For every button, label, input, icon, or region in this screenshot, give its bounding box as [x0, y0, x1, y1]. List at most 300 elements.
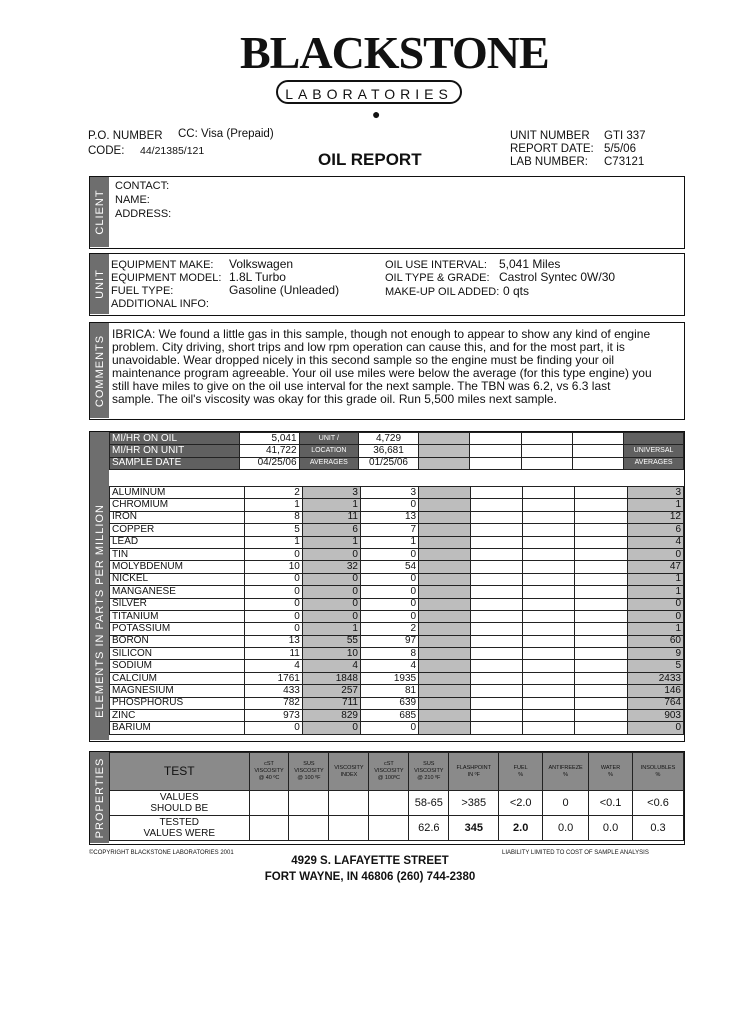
previous-value: 3: [360, 487, 418, 499]
element-name: SILICON: [110, 648, 245, 660]
empty-cell: [419, 499, 471, 511]
empty-cell: [575, 524, 627, 536]
property-value: <2.0: [499, 791, 543, 816]
element-row: [110, 660, 684, 672]
empty-cell: [523, 548, 575, 560]
additional-info-label: ADDITIONAL INFO:: [111, 298, 209, 310]
sample-label: MI/HR ON OIL: [110, 433, 240, 445]
current-value: 0: [244, 722, 302, 734]
empty-cell: [523, 561, 575, 573]
comments-section-label: COMMENTS: [93, 334, 106, 407]
universal-average-value: 0: [627, 610, 683, 622]
comment-line: still have miles to give on the oil use interval for the next sample. The TBN was 6.2, vs 6.3 last: [112, 379, 611, 393]
universal-average-value: 0: [627, 722, 683, 734]
empty-cell: [471, 648, 523, 660]
empty-cell: [471, 660, 523, 672]
property-header-line: SUS: [303, 761, 315, 767]
empty-cell: [523, 697, 575, 709]
empty-cell: [575, 536, 627, 548]
unit-number-value: GTI 337: [604, 130, 646, 142]
empty-cell: [419, 710, 471, 722]
element-row: [110, 511, 684, 523]
property-header-line: cST: [264, 761, 274, 767]
empty-cell: [419, 561, 471, 573]
unit-average-value: 1: [302, 499, 360, 511]
property-header-line: SUS: [423, 761, 435, 767]
property-value: [249, 816, 289, 841]
unit-average-value: 4: [302, 660, 360, 672]
current-value: 973: [244, 710, 302, 722]
property-header-line: @ 100 ºF: [297, 775, 321, 781]
previous-value: 0: [360, 548, 418, 560]
comment-line: unavoidable. Wear dropped nicely in this second sample so the engine must be finding your oil: [112, 353, 615, 367]
row-label: [110, 791, 250, 816]
previous-value: 97: [360, 635, 418, 647]
universal-average-value: 1: [627, 573, 683, 585]
empty-cell: [419, 722, 471, 734]
unit-average-value: 711: [302, 697, 360, 709]
element-row: [110, 610, 684, 622]
empty-cell: [419, 672, 471, 684]
code-label: CODE:: [88, 145, 125, 157]
current-value: 433: [244, 685, 302, 697]
unit-average-value: 1848: [302, 672, 360, 684]
properties-section-label: PROPERTIES: [93, 757, 106, 838]
equipment-make-label: EQUIPMENT MAKE:: [111, 259, 214, 271]
name-label: NAME:: [115, 194, 150, 206]
property-value: [369, 816, 409, 841]
empty-cell: [471, 635, 523, 647]
property-value: 0.0: [589, 816, 633, 841]
sample-label: SAMPLE DATE: [110, 457, 240, 469]
property-header-line: VISCOSITY: [374, 768, 404, 774]
element-name: COPPER: [110, 524, 245, 536]
element-name: NICKEL: [110, 573, 245, 585]
property-header: [499, 753, 543, 791]
unit-average-value: 1: [302, 623, 360, 635]
equipment-model-label: EQUIPMENT MODEL:: [111, 272, 222, 284]
lab-number-label: LAB NUMBER:: [510, 156, 588, 168]
empty-cell: [575, 598, 627, 610]
equipment-model-value: 1.8L Turbo: [229, 270, 286, 284]
empty-cell: [575, 499, 627, 511]
property-header-line: FUEL: [513, 764, 528, 771]
oil-grade-value: Castrol Syntec 0W/30: [499, 270, 616, 284]
property-header-line: IN ºF: [467, 771, 480, 778]
previous-value: 54: [360, 561, 418, 573]
empty-cell: [523, 660, 575, 672]
element-name: PHOSPHORUS: [110, 697, 245, 709]
empty-cell: [471, 598, 523, 610]
universal-average-value: 903: [627, 710, 683, 722]
empty-cell: [419, 487, 471, 499]
empty-cell: [575, 697, 627, 709]
element-row: [110, 635, 684, 647]
property-header-line: INSOLUBLES: [640, 764, 676, 771]
previous-value: 0: [360, 499, 418, 511]
empty-cell: [575, 672, 627, 684]
empty-cell: [523, 722, 575, 734]
property-value: [249, 791, 289, 816]
empty-cell: [523, 610, 575, 622]
element-row: [110, 499, 684, 511]
contact-label: CONTACT:: [115, 180, 170, 192]
property-header-line: @ 100ºC: [377, 775, 400, 781]
empty-cell: [523, 598, 575, 610]
previous-value: 1935: [360, 672, 418, 684]
universal-average-value: 1: [627, 586, 683, 598]
empty-cell: [419, 623, 471, 635]
property-header: [633, 753, 684, 791]
universal-average-value: 0: [627, 598, 683, 610]
property-header-line: @ 40 ºC: [258, 775, 280, 781]
universal-average-value: 1: [627, 623, 683, 635]
property-header: [543, 753, 589, 791]
properties-section: [89, 751, 685, 845]
unit-average-value: 0: [302, 598, 360, 610]
empty-cell: [471, 536, 523, 548]
row-label-line: TESTED: [159, 817, 199, 828]
property-value: 0.0: [543, 816, 589, 841]
element-name: BARIUM: [110, 722, 245, 734]
unit-number-label: UNIT NUMBER: [510, 130, 590, 142]
previous-value: 13: [360, 511, 418, 523]
unit-average-value: 1: [302, 536, 360, 548]
unit-average-value: 0: [302, 722, 360, 734]
row-label: [110, 816, 250, 841]
property-value: [369, 791, 409, 816]
empty-cell: [419, 648, 471, 660]
test-header: TEST: [110, 753, 250, 791]
unit-section: [89, 253, 685, 316]
po-number-value: CC: Visa (Prepaid): [178, 128, 274, 140]
previous-sample-value: 01/25/06: [359, 457, 419, 469]
empty-cell: [575, 586, 627, 598]
element-name: MOLYBDENUM: [110, 561, 245, 573]
current-value: 1: [244, 499, 302, 511]
previous-value: 0: [360, 610, 418, 622]
sample-row: [110, 433, 684, 445]
element-name: CHROMIUM: [110, 499, 245, 511]
property-value: [329, 791, 369, 816]
report-date-value: 5/5/06: [604, 143, 636, 155]
current-value: 5: [244, 524, 302, 536]
comment-line: maintenance program agreeable. Your oil use miles were below the average (for this type engine) you: [112, 366, 652, 380]
universal-average-value: 1: [627, 499, 683, 511]
unit-average-value: 0: [302, 586, 360, 598]
empty-cell: [523, 710, 575, 722]
previous-value: 7: [360, 524, 418, 536]
oil-grade-label: OIL TYPE & GRADE:: [385, 272, 490, 284]
unit-average-value: 829: [302, 710, 360, 722]
element-name: LEAD: [110, 536, 245, 548]
empty-cell: [575, 487, 627, 499]
property-header-line: VISCOSITY: [254, 768, 284, 774]
current-value: 1761: [244, 672, 302, 684]
empty-cell: [523, 573, 575, 585]
elements-section: [89, 431, 685, 742]
property-header: [409, 753, 449, 791]
empty-cell: [523, 635, 575, 647]
unit-section-tab: [90, 254, 109, 314]
current-value: 0: [244, 623, 302, 635]
empty-cell: [523, 685, 575, 697]
empty-cell: [419, 697, 471, 709]
empty-cell: [575, 710, 627, 722]
empty-cell: [471, 623, 523, 635]
empty-cell: [419, 660, 471, 672]
property-header-line: VISCOSITY: [294, 768, 324, 774]
empty-cell: [419, 511, 471, 523]
element-row: [110, 548, 684, 560]
property-header: [369, 753, 409, 791]
values-should-be-row: [110, 791, 684, 816]
property-header: [249, 753, 289, 791]
empty-cell: [471, 710, 523, 722]
property-header-line: %: [518, 771, 524, 778]
unit-average-value: 257: [302, 685, 360, 697]
fuel-type-value: Gasoline (Unleaded): [229, 283, 340, 297]
property-header-line: ANTIFREEZE: [548, 764, 583, 771]
unit-average-value: 11: [302, 511, 360, 523]
code-value: 44/21385/121: [140, 145, 205, 157]
previous-value: 1: [360, 536, 418, 548]
company-logo-subtitle: LABORATORIES: [276, 80, 462, 104]
empty-cell: [471, 586, 523, 598]
lab-number-value: C73121: [604, 156, 645, 168]
client-section: [89, 176, 685, 249]
empty-cell: [523, 623, 575, 635]
sample-row: [110, 445, 684, 457]
property-value: <0.6: [633, 791, 684, 816]
row-label-line: VALUES: [159, 792, 199, 803]
empty-cell: [419, 635, 471, 647]
property-header: [289, 753, 329, 791]
universal-average-value: 60: [627, 635, 683, 647]
element-name: IRON: [110, 511, 245, 523]
property-value: 58-65: [409, 791, 449, 816]
property-value: 0: [543, 791, 589, 816]
universal-average-value: 0: [627, 548, 683, 560]
previous-value: 0: [360, 573, 418, 585]
elements-section-tab: [90, 432, 109, 740]
property-header-line: %: [563, 771, 569, 778]
current-sample-value: 5,041: [239, 433, 299, 445]
unit-average-value: 0: [302, 548, 360, 560]
empty-cell: [471, 672, 523, 684]
element-name: MANGANESE: [110, 586, 245, 598]
current-value: 0: [244, 586, 302, 598]
current-value: 4: [244, 660, 302, 672]
element-name: TIN: [110, 548, 245, 560]
universal-averages-header: AVERAGES: [624, 457, 684, 469]
unit-averages-header: LOCATION: [299, 445, 359, 457]
current-value: 0: [244, 598, 302, 610]
empty-cell: [575, 623, 627, 635]
empty-cell: [419, 685, 471, 697]
report-date-label: REPORT DATE:: [510, 143, 594, 155]
universal-average-value: 764: [627, 697, 683, 709]
comments-section-tab: [90, 323, 109, 418]
address-line-1: 4929 S. LAFAYETTE STREET: [291, 855, 449, 867]
oil-drop-icon: ●: [372, 106, 381, 122]
sample-info-table: [109, 432, 684, 470]
unit-average-value: 32: [302, 561, 360, 573]
previous-sample-value: 36,681: [359, 445, 419, 457]
unit-average-value: 10: [302, 648, 360, 660]
element-name: MAGNESIUM: [110, 685, 245, 697]
empty-cell: [575, 610, 627, 622]
universal-average-value: 2433: [627, 672, 683, 684]
empty-cell: [523, 511, 575, 523]
element-row: [110, 685, 684, 697]
unit-section-label: UNIT: [93, 269, 106, 299]
current-value: 2: [244, 487, 302, 499]
property-value: 0.3: [633, 816, 684, 841]
element-name: SILVER: [110, 598, 245, 610]
values-tested-row: [110, 816, 684, 841]
property-value: >385: [449, 791, 499, 816]
element-row: [110, 561, 684, 573]
oil-use-interval-value: 5,041 Miles: [499, 257, 561, 271]
empty-cell: [575, 511, 627, 523]
empty-cell: [523, 648, 575, 660]
empty-cell: [575, 685, 627, 697]
company-logo: BLACKSTONE: [240, 27, 549, 78]
comment-line: IBRICA: We found a little gas in this sample, though not enough to appear to show any kind of engine: [112, 327, 651, 341]
element-row: [110, 487, 684, 499]
element-row: [110, 722, 684, 734]
current-sample-value: 04/25/06: [239, 457, 299, 469]
sample-label: MI/HR ON UNIT: [110, 445, 240, 457]
previous-value: 0: [360, 722, 418, 734]
empty-cell: [523, 536, 575, 548]
previous-sample-value: 4,729: [359, 433, 419, 445]
empty-cell: [471, 685, 523, 697]
property-header-line: FLASHPOINT: [456, 764, 492, 771]
makeup-oil-value: 0 qts: [503, 284, 530, 298]
empty-cell: [419, 536, 471, 548]
universal-average-value: 12: [627, 511, 683, 523]
empty-cell: [419, 548, 471, 560]
previous-value: 2: [360, 623, 418, 635]
previous-value: 81: [360, 685, 418, 697]
element-row: [110, 536, 684, 548]
property-value: <0.1: [589, 791, 633, 816]
comments-section: [89, 322, 685, 420]
empty-cell: [523, 586, 575, 598]
empty-cell: [575, 648, 627, 660]
elements-section-label: ELEMENTS IN PARTS PER MILLION: [93, 503, 106, 718]
property-header: [449, 753, 499, 791]
equipment-make-value: Volkswagen: [229, 257, 294, 271]
property-value: 345: [449, 816, 499, 841]
unit-average-value: 0: [302, 573, 360, 585]
current-value: 0: [244, 573, 302, 585]
sample-row: [110, 457, 684, 469]
property-header-line: VISCOSITY: [414, 768, 444, 774]
property-value: 62.6: [409, 816, 449, 841]
property-header-line: WATER: [600, 764, 621, 771]
unit-averages-header: UNIT /: [299, 433, 359, 445]
element-row: [110, 524, 684, 536]
empty-cell: [419, 586, 471, 598]
property-value: [289, 791, 329, 816]
property-value: 2.0: [499, 816, 543, 841]
universal-average-value: 6: [627, 524, 683, 536]
previous-value: 0: [360, 598, 418, 610]
empty-cell: [575, 722, 627, 734]
current-value: 11: [244, 648, 302, 660]
properties-header-row: [110, 753, 684, 791]
universal-average-value: 47: [627, 561, 683, 573]
properties-section-tab: [90, 752, 109, 843]
empty-cell: [419, 598, 471, 610]
previous-value: 685: [360, 710, 418, 722]
element-name: TITANIUM: [110, 610, 245, 622]
property-header: [589, 753, 633, 791]
empty-cell: [523, 487, 575, 499]
property-header-line: cST: [383, 761, 394, 767]
empty-cell: [419, 524, 471, 536]
universal-averages-header: UNIVERSAL: [624, 445, 684, 457]
element-row: [110, 573, 684, 585]
current-value: 13: [244, 635, 302, 647]
universal-average-value: 5: [627, 660, 683, 672]
empty-cell: [575, 660, 627, 672]
universal-average-value: 4: [627, 536, 683, 548]
empty-cell: [471, 548, 523, 560]
po-number-label: P.O. NUMBER: [88, 130, 163, 142]
property-header-line: %: [608, 771, 613, 778]
element-row: [110, 598, 684, 610]
element-row: [110, 623, 684, 635]
property-header: [329, 753, 369, 791]
element-name: CALCIUM: [110, 672, 245, 684]
unit-average-value: 3: [302, 487, 360, 499]
empty-cell: [575, 635, 627, 647]
element-name: ALUMINUM: [110, 487, 245, 499]
element-row: [110, 710, 684, 722]
comment-line: problem. City driving, short trips and low rpm operation can cause this, and for the most part, it is: [112, 340, 625, 354]
element-row: [110, 672, 684, 684]
unit-averages-header: AVERAGES: [299, 457, 359, 469]
current-value: 0: [244, 548, 302, 560]
empty-cell: [471, 511, 523, 523]
empty-cell: [471, 697, 523, 709]
universal-average-value: 146: [627, 685, 683, 697]
empty-cell: [575, 573, 627, 585]
oil-use-interval-label: OIL USE INTERVAL:: [385, 259, 487, 271]
copyright-notice: ©COPYRIGHT BLACKSTONE LABORATORIES 2001: [89, 850, 234, 856]
row-label-line: VALUES WERE: [143, 828, 216, 839]
empty-cell: [523, 524, 575, 536]
property-header-line: %: [655, 771, 661, 778]
element-name: POTASSIUM: [110, 623, 245, 635]
previous-value: 8: [360, 648, 418, 660]
unit-average-value: 6: [302, 524, 360, 536]
current-sample-value: 41,722: [239, 445, 299, 457]
fuel-type-label: FUEL TYPE:: [111, 285, 174, 297]
address-label: ADDRESS:: [115, 208, 172, 220]
empty-cell: [471, 610, 523, 622]
empty-cell: [419, 610, 471, 622]
element-row: [110, 648, 684, 660]
makeup-oil-label: MAKE-UP OIL ADDED:: [385, 286, 500, 298]
empty-cell: [575, 548, 627, 560]
elements-table: [109, 486, 684, 735]
unit-average-value: 0: [302, 610, 360, 622]
